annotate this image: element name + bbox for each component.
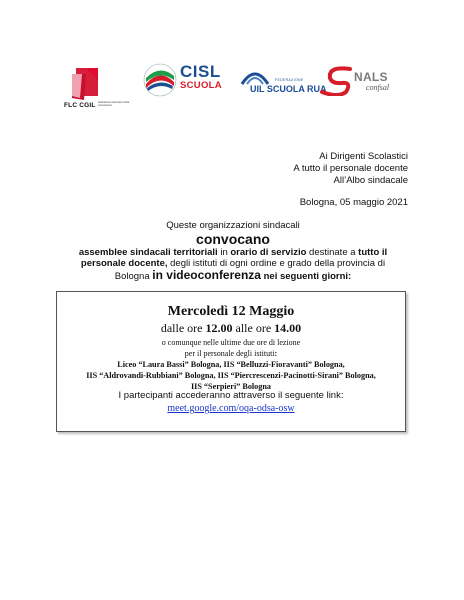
for-text: per il personale degli istituti (184, 349, 275, 358)
snals-confsal-label: confsal (366, 83, 390, 92)
institutes-list (57, 359, 405, 392)
intro-text: Bologna (114, 270, 153, 282)
intro-text: destinate a (306, 246, 359, 258)
flc-cgil-subtitle: federazione lavoratori della conoscenza (98, 101, 130, 107)
meeting-alt-time: o comunque nelle ultime due ore di lezione (161, 338, 301, 347)
time-start: 12.00 (205, 321, 233, 335)
institute-line: IIS “Aldrovandi-Rubbiani” Bologna, IIS “Piercrescenzi-Pacinotti-Sirani” Bologna, (86, 371, 376, 380)
access-instructions: I partecipanti accederanno attraverso il seguente link: (118, 390, 344, 401)
uil-scuola-rua-logo (238, 68, 327, 100)
time-text: dalle ore (160, 321, 206, 335)
intro-line (40, 247, 426, 259)
flc-cgil-wordmark: FLC CGIL (64, 102, 96, 109)
cisl-scuola-wordmark: SCUOLA (180, 80, 222, 91)
uil-wordmark: UIL SCUOLA RUA (250, 84, 327, 94)
snals-confsal-logo (320, 66, 404, 100)
institute-line: IIS “Serpieri” Bologna (190, 382, 272, 391)
institute-line: Liceo “Laura Bassi” Bologna, IIS “Belluzzi-Fioravanti” Bologna, (117, 360, 345, 369)
intro-text: personale docente, (80, 258, 168, 269)
meeting-for-label (57, 349, 405, 358)
cisl-wordmark: CISL (180, 62, 221, 81)
uil-federazione-label: FEDERAZIONE (275, 78, 304, 82)
meeting-day: Mercoledì 12 Maggio (167, 304, 295, 319)
intro-line (40, 267, 426, 283)
meeting-details-box (56, 291, 406, 432)
snals-wordmark: NALS (354, 70, 388, 84)
recipient-line: A tutto il personale docente (293, 163, 408, 174)
for-colon: : (274, 349, 278, 358)
convocano-heading: convocano (196, 230, 270, 247)
intro-text: tutto il (358, 246, 388, 258)
recipient-line: Ai Dirigenti Scolastici (319, 151, 408, 162)
cisl-scuola-logo (142, 62, 228, 98)
flc-mark-icon (72, 68, 98, 100)
recipients-block (293, 151, 408, 187)
document-date: Bologna, 05 maggio 2021 (299, 197, 408, 208)
meeting-time (57, 321, 405, 336)
meet-link[interactable]: meet.google.com/oqa-odsa-osw (167, 403, 295, 414)
intro-text: nei seguenti giorni: (260, 270, 352, 282)
convocation-intro (40, 220, 426, 282)
time-text: alle ore (232, 321, 275, 335)
intro-text: in videoconferenza (152, 267, 261, 282)
recipient-line: All’Albo sindacale (333, 175, 408, 186)
flc-cgil-logo (64, 66, 130, 114)
intro-text: assemblee sindacali territoriali (78, 246, 218, 258)
intro-line: Queste organizzazioni sindacali (166, 220, 300, 231)
intro-text: orario di servizio (230, 246, 307, 258)
intro-text: in (217, 246, 231, 258)
cisl-mark-icon (142, 62, 178, 98)
intro-text: degli istituti di ogni ordine e grado della provincia di (167, 258, 386, 269)
time-end: 14.00 (274, 321, 302, 335)
